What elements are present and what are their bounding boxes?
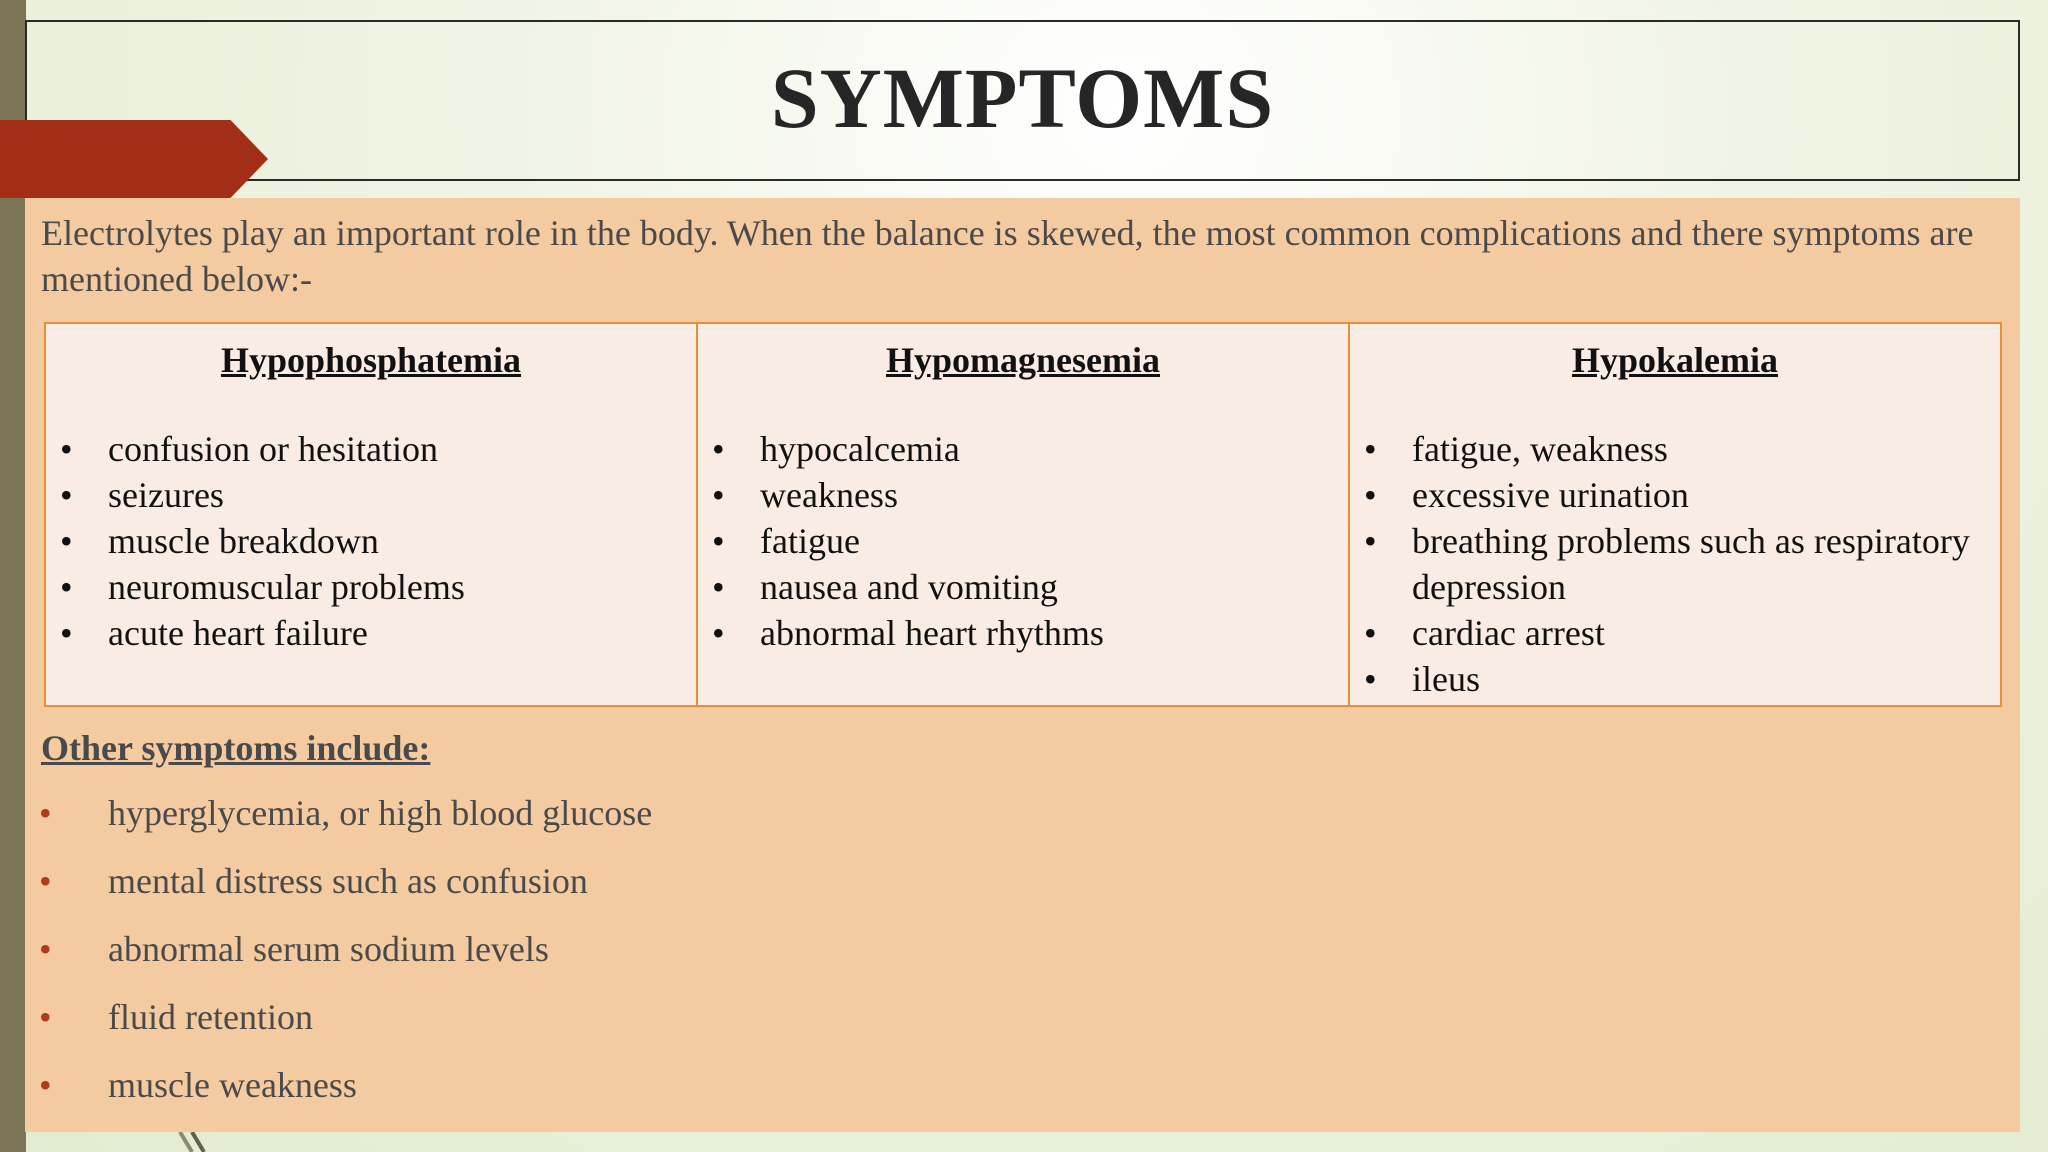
list-item: • fatigue: [698, 518, 1348, 564]
list-item: • mental distress such as confusion: [25, 858, 652, 926]
list-item: • abnormal heart rhythms: [698, 610, 1348, 656]
list-item: • muscle weakness: [25, 1062, 652, 1130]
content-panel: [25, 198, 2020, 1132]
column-heading: Hypophosphatemia: [220, 340, 522, 380]
list-item: • abnormal serum sodium levels: [25, 926, 652, 994]
symptom-list: [1350, 426, 2000, 702]
list-item: • ileus: [1350, 656, 2000, 702]
title-box: [25, 20, 2020, 181]
list-item: • hyperglycemia, or high blood glucose: [25, 790, 652, 858]
list-item: • acute heart failure: [46, 610, 696, 656]
column-hypophosphatemia: [45, 323, 697, 706]
list-item: • cardiac arrest: [1350, 610, 2000, 656]
list-item: • nausea and vomiting: [698, 564, 1348, 610]
symptom-list: [46, 426, 696, 656]
column-hypokalemia: [1349, 323, 2001, 706]
column-heading: Hypomagnesemia: [886, 340, 1160, 380]
intro-text: Electrolytes play an important role in the body. When the balance is skewed, the most common complications and there symptoms are mentioned below:-: [41, 213, 1974, 299]
list-item: • neuromuscular problems: [46, 564, 696, 610]
list-item: • muscle breakdown: [46, 518, 696, 564]
symptoms-table: [44, 322, 2002, 707]
list-item: • fatigue, weakness: [1350, 426, 2000, 472]
list-item: • breathing problems such as respiratory depression: [1350, 518, 2000, 610]
decorative-lines: [160, 1132, 240, 1152]
list-item: • hypocalcemia: [698, 426, 1348, 472]
list-item: • fluid retention: [25, 994, 652, 1062]
list-item: • confusion or hesitation: [46, 426, 696, 472]
list-item: • weakness: [698, 472, 1348, 518]
accent-arrow: [0, 120, 268, 198]
column-heading: Hypokalemia: [1571, 340, 1778, 380]
slide-title: SYMPTOMS: [770, 50, 1275, 146]
list-item: • excessive urination: [1350, 472, 2000, 518]
column-hypomagnesemia: [697, 323, 1349, 706]
other-symptoms-list: [25, 790, 652, 1130]
symptom-list: [698, 426, 1348, 656]
list-item: • seizures: [46, 472, 696, 518]
other-symptoms-heading: Other symptoms include:: [41, 728, 431, 768]
